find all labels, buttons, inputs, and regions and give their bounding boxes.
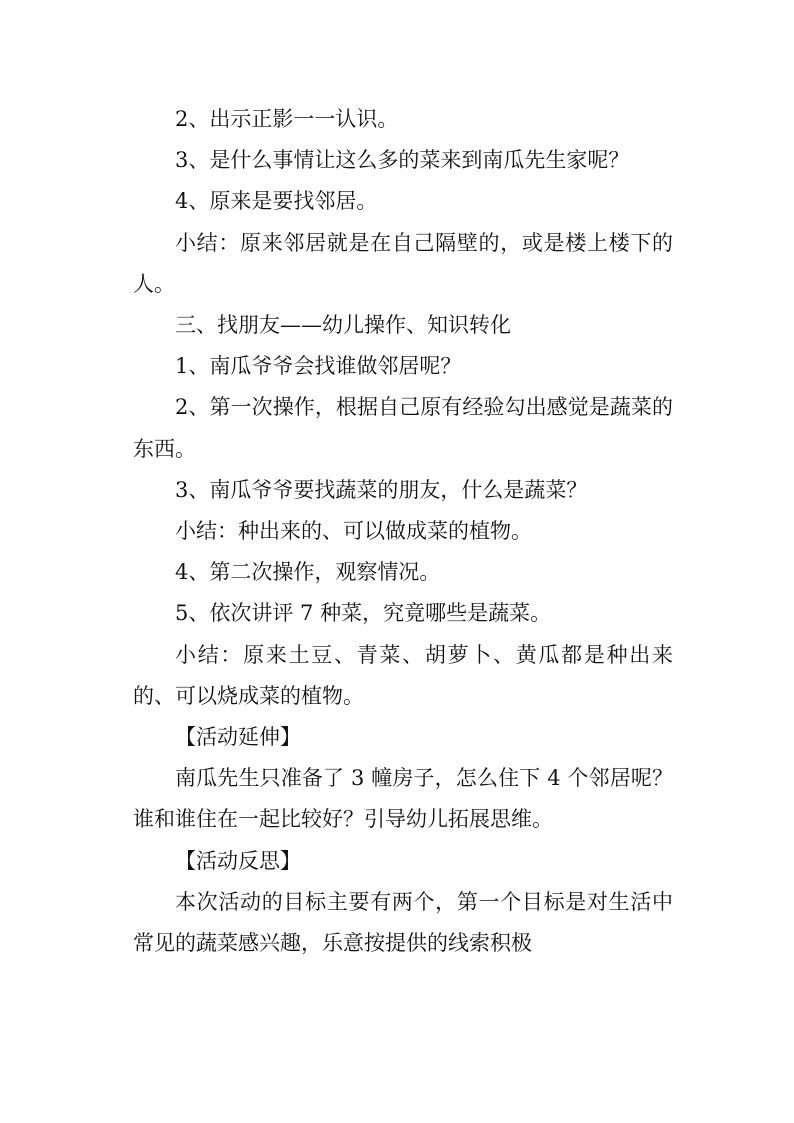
section-heading: 【活动反思】 — [175, 848, 301, 873]
paragraph: 2、第一次操作，根据自己原有经验勾出感觉是蔬菜的东西。 — [133, 395, 673, 461]
paragraph: 小结：原来土豆、青菜、胡萝卜、黄瓜都是种出来的、可以烧成菜的植物。 — [133, 642, 673, 708]
paragraph: 本次活动的目标主要有两个，第一个目标是对生活中常见的蔬菜感兴趣，乐意按提供的线索积极 — [133, 889, 673, 956]
document-body — [133, 99, 673, 964]
paragraph: 3、是什么事情让这么多的菜来到南瓜先生家呢？ — [175, 148, 630, 173]
paragraph: 2、出示正影一一认识。 — [175, 107, 399, 131]
paragraph: 4、原来是要找邻居。 — [175, 189, 378, 214]
paragraph: 1、南瓜爷爷会找谁做邻居呢？ — [175, 354, 462, 379]
paragraph: 小结：种出来的、可以做成菜的植物。 — [175, 519, 532, 544]
section-heading: 【活动延伸】 — [175, 725, 301, 750]
section-heading: 三、找朋友——幼儿操作、知识转化 — [175, 313, 511, 338]
paragraph: 南瓜先生只准备了 3 幢房子，怎么住下 4 个邻居呢？谁和谁住在一起比较好？引导幼儿拓展思维。 — [133, 766, 673, 832]
paragraph: 小结：原来邻居就是在自己隔壁的，或是楼上楼下的人。 — [133, 230, 673, 296]
paragraph: 5、依次讲评 7 种菜，究竟哪些是蔬菜。 — [175, 601, 552, 626]
paragraph: 3、南瓜爷爷要找蔬菜的朋友，什么是蔬菜？ — [175, 477, 588, 502]
paragraph: 4、第二次操作，观察情况。 — [175, 560, 441, 585]
